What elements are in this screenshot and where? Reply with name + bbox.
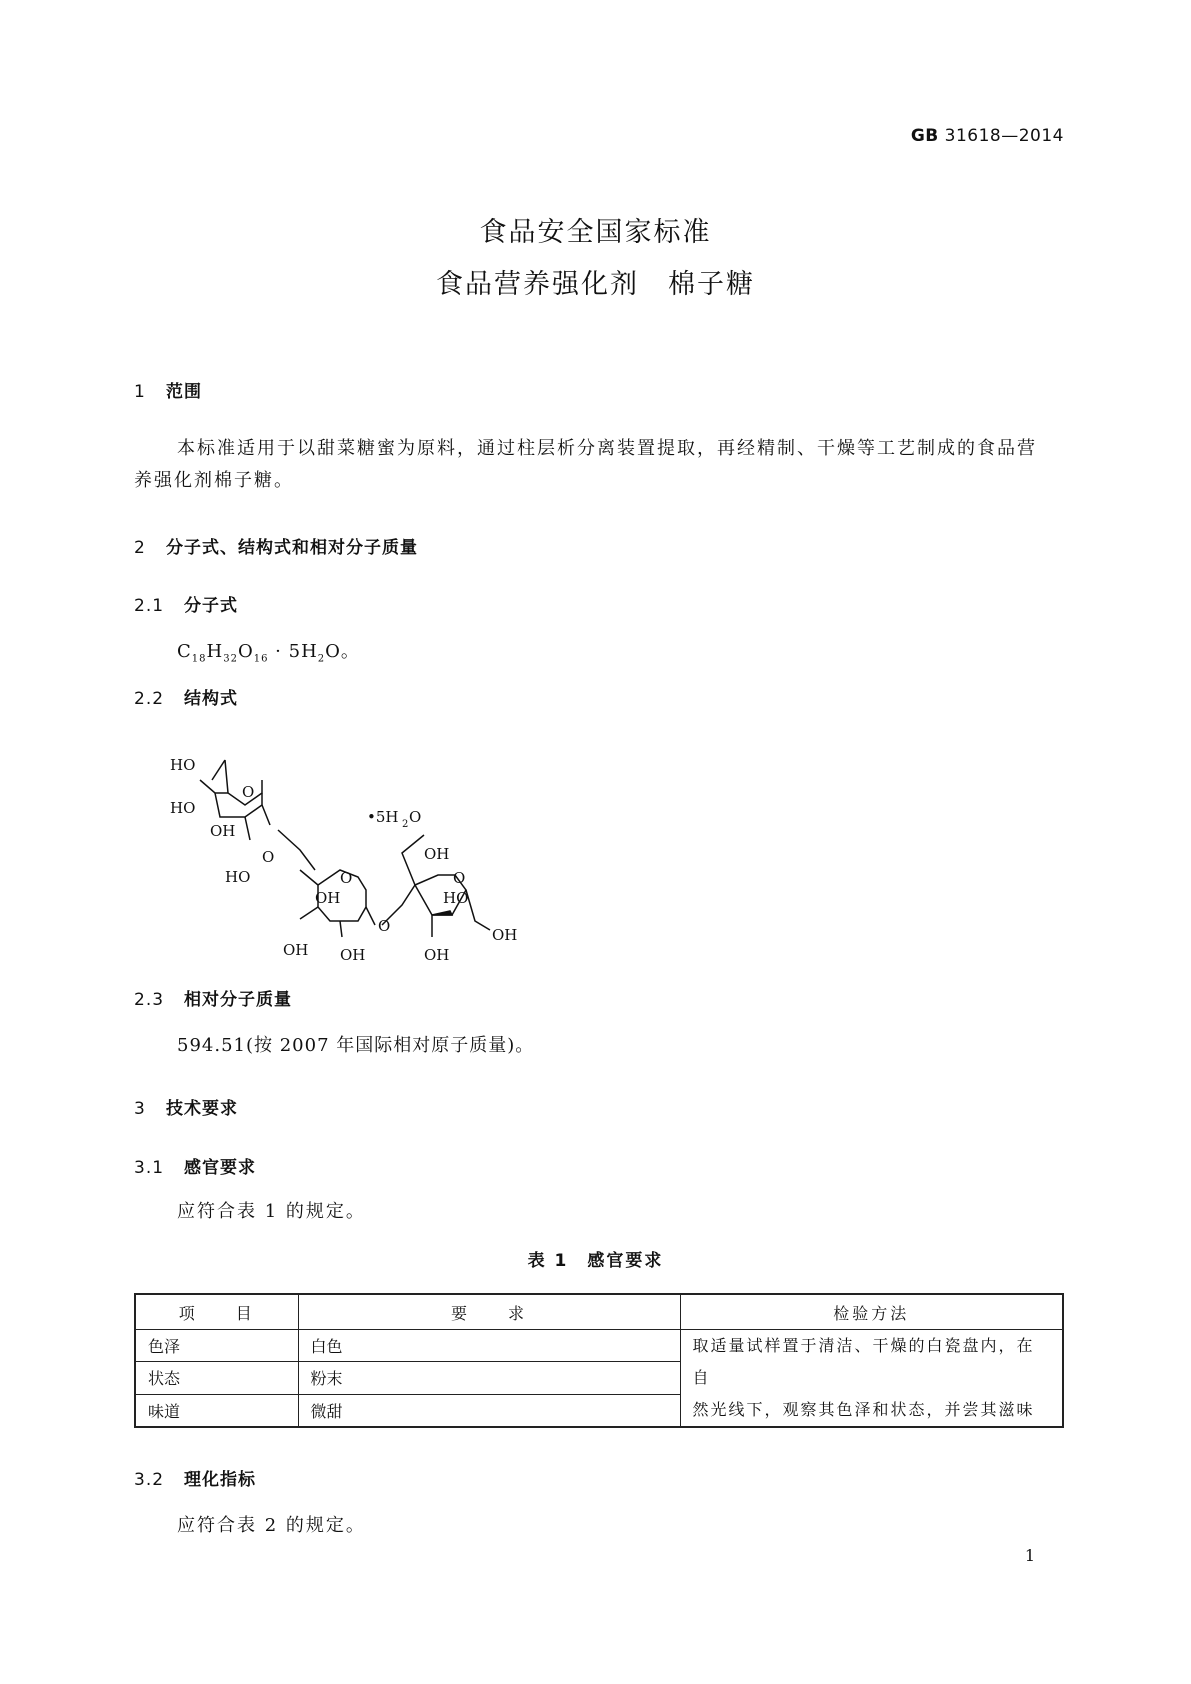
label-ho-2: HO <box>170 799 196 817</box>
section-3-2-heading: 3.2 理化指标 <box>134 1470 256 1490</box>
table-header-item: 项 目 <box>135 1294 298 1330</box>
standard-code: 31618—2014 <box>944 126 1064 146</box>
section-2-1-heading: 2.1 分子式 <box>134 596 238 616</box>
label-hydrate-sub: 2 <box>402 819 409 830</box>
label-oh-1: OH <box>210 822 236 840</box>
atom-labels <box>170 756 517 964</box>
table-cell-item: 色泽 <box>135 1330 298 1362</box>
section-2-2-heading: 2.2 结构式 <box>134 689 238 709</box>
section-2-3-heading: 2.3 相对分子质量 <box>134 990 292 1010</box>
section-3-heading: 3 技术要求 <box>134 1099 238 1119</box>
table-header-row <box>135 1294 1063 1330</box>
label-oh-6: OH <box>424 946 450 964</box>
table-cell-req: 微甜 <box>298 1394 680 1427</box>
section-2-3-body: 594.51(按 2007 年国际相对原子质量)。 <box>177 1035 535 1056</box>
table-cell-method: 取适量试样置于清洁、干燥的白瓷盘内，在自 然光线下，观察其色泽和状态，并尝其滋味 <box>680 1330 1063 1428</box>
label-hydrate-o: O <box>409 808 422 826</box>
section-3-2-body: 应符合表 2 的规定。 <box>177 1515 366 1536</box>
molecular-formula: $C_{18}H_{32}O_{16} \cdot 5H_2O$。 <box>177 641 360 665</box>
table-header-method: 检验方法 <box>680 1294 1063 1330</box>
label-ho-4: HO <box>443 889 469 907</box>
label-oh-7: OH <box>492 926 518 944</box>
section-1-body-line2: 养强化剂棉子糖。 <box>134 470 294 491</box>
table-1 <box>134 1293 1064 1428</box>
label-o-ring3: O <box>453 869 466 887</box>
table-1-caption: 表 1 感官要求 <box>527 1251 664 1271</box>
label-ho-1: HO <box>170 756 196 774</box>
section-1-body-line1: 本标准适用于以甜菜糖蜜为原料，通过柱层析分离装置提取，再经精制、干燥等工艺制成的食品营 <box>177 438 1037 459</box>
standard-number <box>911 126 1064 146</box>
label-oh-2: OH <box>315 889 341 907</box>
standard-prefix: GB <box>910 126 939 146</box>
section-1-heading: 1 范围 <box>134 382 202 402</box>
structural-formula <box>170 725 570 965</box>
section-3-1-body: 应符合表 1 的规定。 <box>177 1201 366 1222</box>
doc-title-line2: 食品营养强化剂 棉子糖 <box>436 269 755 300</box>
label-ho-3: HO <box>225 868 251 886</box>
label-oh-4: OH <box>340 946 366 964</box>
label-o-ring2: O <box>340 869 353 887</box>
label-oh-5: OH <box>424 845 450 863</box>
label-hydrate: •5H <box>367 808 399 826</box>
table-cell-item: 味道 <box>135 1394 298 1427</box>
table-cell-req: 粉末 <box>298 1362 680 1394</box>
table-cell-req: 白色 <box>298 1330 680 1362</box>
doc-title-line1: 食品安全国家标准 <box>479 217 712 248</box>
table-row <box>135 1330 1063 1362</box>
label-oh-3: OH <box>283 941 309 959</box>
label-o-link1: O <box>262 848 275 866</box>
table-header-requirement: 要 求 <box>298 1294 680 1330</box>
section-2-heading: 2 分子式、结构式和相对分子质量 <box>134 538 418 558</box>
page-number: 1 <box>1024 1546 1035 1565</box>
table-cell-item: 状态 <box>135 1362 298 1394</box>
label-o-ring1: O <box>242 783 255 801</box>
label-o-link2: O <box>378 917 391 935</box>
section-3-1-heading: 3.1 感官要求 <box>134 1158 256 1178</box>
